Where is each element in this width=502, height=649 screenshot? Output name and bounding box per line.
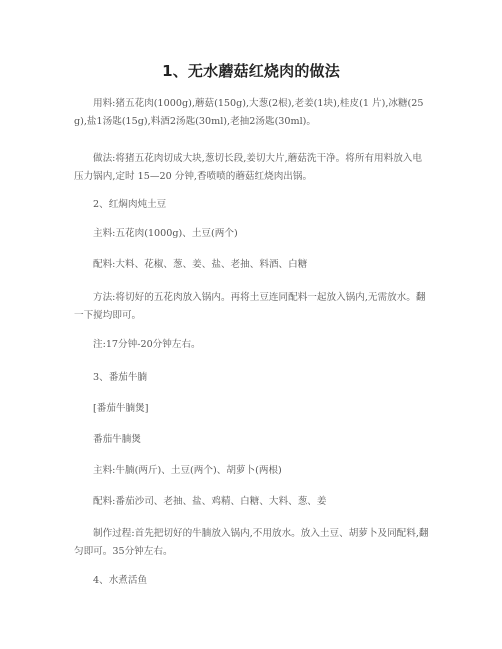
dish-name-3: 番茄牛腩煲 (93, 434, 141, 445)
paragraph-seasoning-3: 配料:番茄沙司、老抽、盐、鸡精、白糖、大料、葱、姜 (93, 496, 327, 507)
paragraph-method-3: 制作过程:首先把切好的牛腩放入锅内,不用放水。放入土豆、胡萝卜及同配料,翻匀即可。35分钟左右。 (74, 528, 429, 557)
paragraph-main-ingredients-2: 主料:五花肉(1000g)、土豆(两个) (93, 228, 238, 239)
heading-recipe-4: 4、水煮活鱼 (93, 575, 148, 586)
paragraph-method-2: 方法:将切好的五花肉放入锅内。再将土豆连同配料一起放入锅内,无需放水。翻一下搅均即可。 (74, 292, 426, 321)
paragraph-ingredients-1: 用料:猪五花肉(1000g),蘑菇(150g),大葱(2根),老姜(1块),桂皮(1 片),冰糖(25g),盐1汤匙(15g),料酒2汤匙(30ml),老抽2汤匙(30ml)。 (74, 98, 424, 127)
subheading-recipe-3: [番茄牛腩煲] (93, 403, 149, 414)
paragraph-main-ingredients-3: 主料:牛腩(两斤)、土豆(两个)、胡萝卜(两根) (93, 465, 282, 476)
heading-recipe-2: 2、红焖肉炖土豆 (93, 199, 167, 210)
paragraph-note-2: 注:17分钟-20分钟左右。 (93, 339, 201, 350)
paragraph-method-1: 做法:将猪五花肉切成大块,葱切长段,姜切大片,蘑菇洗干净。将所有用料放入电压力锅内,定时 15—20 分钟,香喷喷的蘑菇红烧肉出锅。 (74, 153, 422, 182)
paragraph-seasoning-2: 配料:大料、花椒、葱、姜、盐、老抽、料酒、白糖 (93, 259, 308, 270)
document-title: 1、无水蘑菇红烧肉的做法 (162, 62, 340, 80)
heading-recipe-3: 3、番茄牛腩 (93, 372, 148, 383)
